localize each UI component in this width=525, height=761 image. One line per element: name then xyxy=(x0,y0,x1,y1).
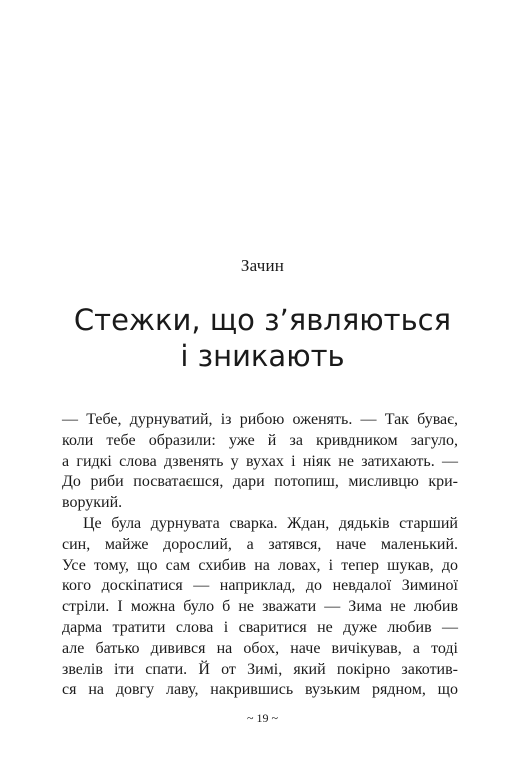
text-line: — Тебе, дурнуватий, із рибою оженять. — Так буває, xyxy=(62,411,458,428)
text-line: звелів іти спати. Й от Зимі, який покірно закотив- xyxy=(62,660,458,678)
chapter-title-line-2: і зникають xyxy=(180,339,345,373)
chapter-title-line-1: Стежки, що з’являються xyxy=(73,303,452,337)
text-line: коли тебе образили: уже й за кривдником загуло, xyxy=(62,431,458,449)
text-line: дарма тратити слова і сваритися не дуже любив — xyxy=(62,618,458,636)
text-line: ся на довгу лаву, накрившись вузьким рядном, що xyxy=(62,681,458,699)
text-line: кого доскіпатися — наприклад, до невдалої Зиминої xyxy=(62,577,458,595)
text-line: а гидкі слова дзвенять у вухах і ніяк не затихають. — xyxy=(62,452,458,470)
text-line: Усе тому, що сам схибив на ловах, і тепер шукав, до xyxy=(62,556,458,574)
text-line: син, майже дорослий, а затявся, наче маленький. xyxy=(62,535,458,553)
text-line: але батько дивився на обох, наче вичікував, а тоді xyxy=(62,639,458,657)
body-text xyxy=(62,410,458,701)
text-line: ворукий. xyxy=(62,494,123,512)
chapter-title xyxy=(30,302,495,374)
text-line: стріли. І можна було б не зважати — Зима не любив xyxy=(62,598,458,616)
text-line: Це була дурнувата сварка. Ждан, дядьків старший xyxy=(83,514,458,532)
text-line: До риби посватаєшся, дари потопиш, мисливцю кри- xyxy=(62,473,458,491)
section-label: Зачин xyxy=(240,256,285,275)
page-number: ~ 19 ~ xyxy=(247,711,278,725)
